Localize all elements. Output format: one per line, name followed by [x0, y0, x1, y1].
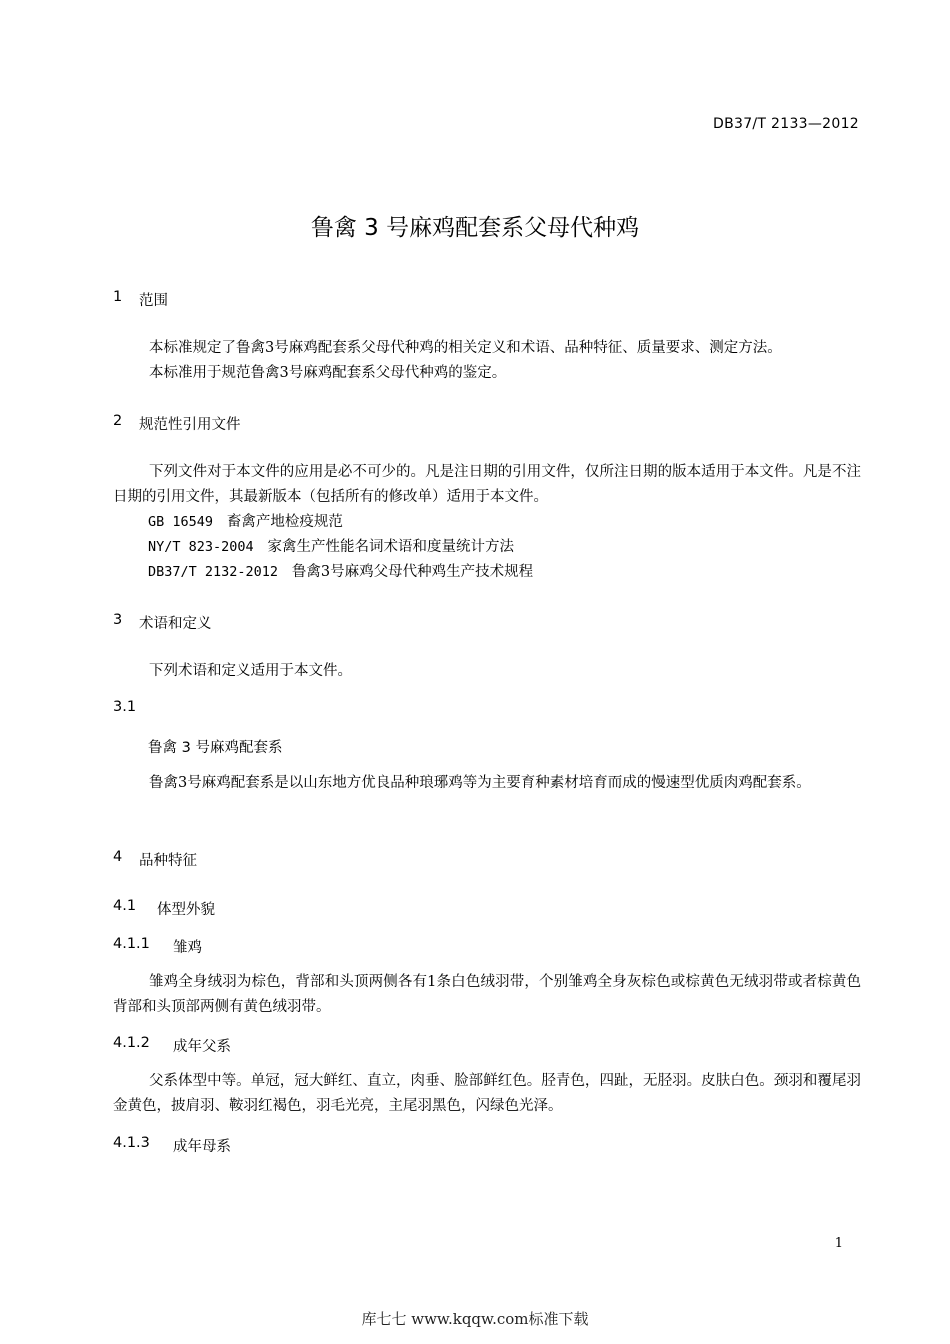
reference-name: 鲁禽3号麻鸡父母代种鸡生产技术规程	[291, 564, 534, 580]
reference-item	[148, 535, 514, 556]
reference-code: NY/T 823-2004	[148, 539, 254, 555]
subsection-4-1-1-title: 雏鸡	[173, 940, 202, 956]
footer-watermark: 库七七 www.kqqw.com标准下载	[361, 1310, 589, 1328]
term-title: 鲁禽 3 号麻鸡配套系	[148, 740, 283, 756]
reference-name: 畜禽产地检疫规范	[226, 514, 343, 530]
reference-code: DB37/T 2132-2012	[148, 564, 279, 580]
subsection-4-1-title: 体型外貌	[157, 902, 215, 918]
section-3-title: 术语和定义	[139, 616, 212, 632]
section-4-title: 品种特征	[139, 853, 197, 869]
subsection-4-1-2-number: 4.1.2	[113, 1035, 150, 1051]
reference-code: GB 16549	[148, 514, 214, 530]
section-4-number: 4	[113, 849, 123, 865]
subsection-4-1-number: 4.1	[113, 898, 137, 914]
reference-name: 家禽生产性能名词术语和度量统计方法	[267, 539, 514, 555]
section-1-paragraph-2: 本标准用于规范鲁禽3号麻鸡配套系父母代种鸡的鉴定。	[149, 365, 507, 381]
page-number: 1	[834, 1236, 843, 1251]
subsection-4-1-1-paragraph: 雏鸡全身绒羽为棕色，背部和头顶两侧各有1条白色绒羽带，个别雏鸡全身灰棕色或棕黄色无绒羽带或者棕黄色背部和头顶部两侧有黄色绒羽带。	[113, 974, 861, 1015]
reference-item	[148, 510, 343, 531]
document-title: 鲁禽 3 号麻鸡配套系父母代种鸡	[310, 215, 640, 241]
section-1-number: 1	[113, 289, 123, 305]
section-1-paragraph-1: 本标准规定了鲁禽3号麻鸡配套系父母代种鸡的相关定义和术语、品种特征、质量要求、测定方法。	[149, 340, 782, 356]
subsection-4-1-2-title: 成年父系	[173, 1039, 231, 1055]
subsection-4-1-2-paragraph: 父系体型中等。单冠，冠大鲜红、直立，肉垂、脸部鲜红色。胫青色，四趾，无胫羽。皮肤白色。颈羽和覆尾羽金黄色，披肩羽、鞍羽红褐色，羽毛光亮，主尾羽黑色，闪绿色光泽。	[113, 1073, 861, 1114]
subsection-4-1-3-number: 4.1.3	[113, 1135, 150, 1151]
section-3-number: 3	[113, 612, 123, 628]
subsection-4-1-1-number: 4.1.1	[113, 936, 150, 952]
section-2-title: 规范性引用文件	[139, 417, 241, 433]
section-3-paragraph: 下列术语和定义适用于本文件。	[149, 663, 352, 679]
reference-item	[148, 560, 533, 581]
standard-code: DB37/T 2133—2012	[713, 116, 859, 132]
subsection-3-1-number: 3.1	[113, 699, 137, 715]
section-2-paragraph: 下列文件对于本文件的应用是必不可少的。凡是注日期的引用文件，仅所注日期的版本适用于本文件。凡是不注日期的引用文件，其最新版本（包括所有的修改单）适用于本文件。	[113, 464, 861, 505]
section-2-number: 2	[113, 413, 123, 429]
section-1-title: 范围	[139, 293, 168, 309]
term-definition: 鲁禽3号麻鸡配套系是以山东地方优良品种琅琊鸡等为主要育种素材培育而成的慢速型优质肉鸡配套系。	[149, 775, 811, 791]
subsection-4-1-3-title: 成年母系	[173, 1139, 231, 1155]
